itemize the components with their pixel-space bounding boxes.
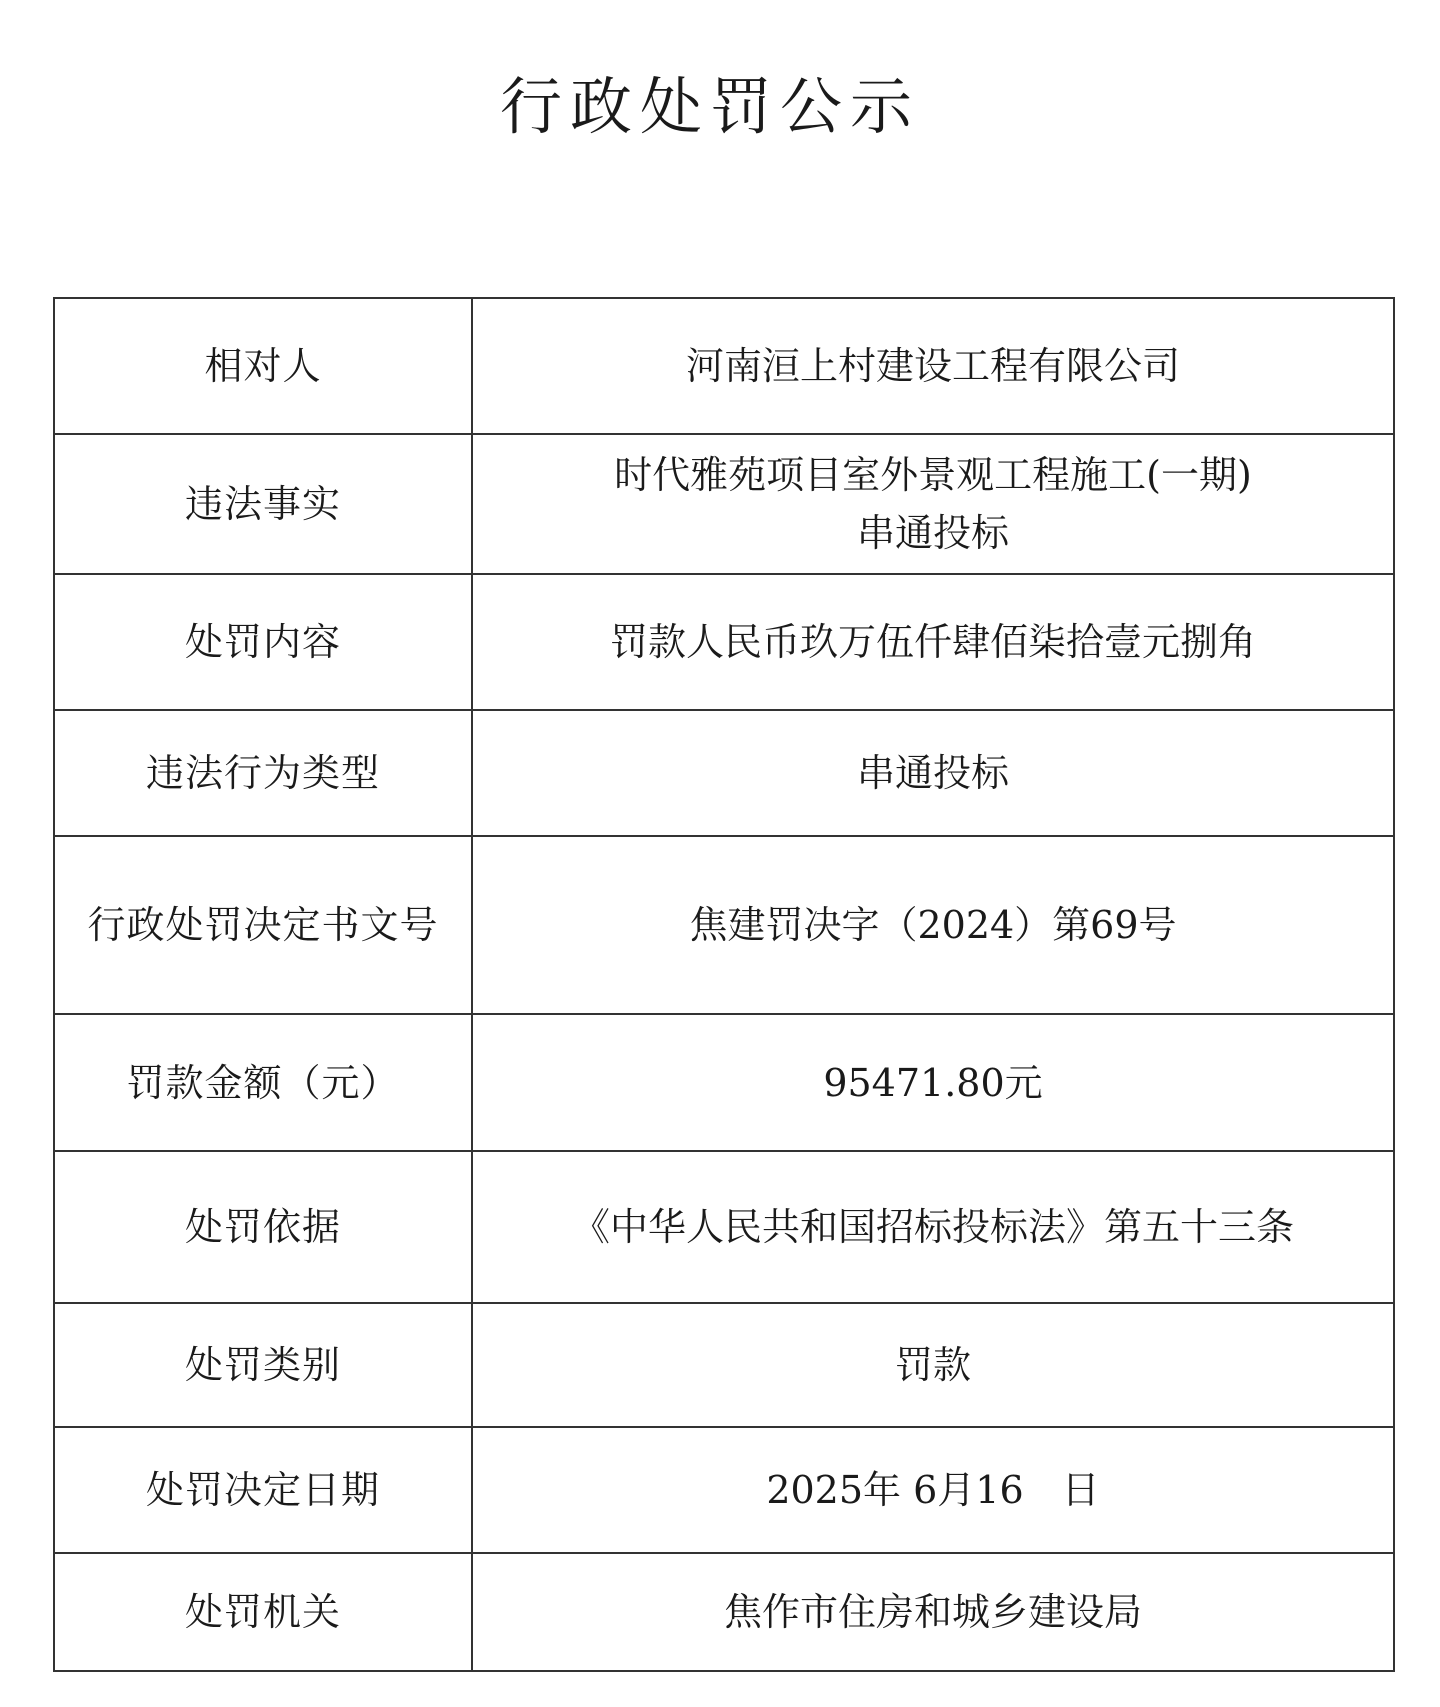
label-violation-facts: 违法事实 bbox=[184, 482, 341, 526]
label-decision-number: 行政处罚决定书文号 bbox=[87, 903, 439, 947]
penalty-info-table bbox=[53, 297, 1395, 1672]
row-label bbox=[54, 1553, 472, 1671]
row-label bbox=[54, 298, 472, 434]
label-decision-date: 处罚决定日期 bbox=[145, 1468, 380, 1512]
row-label bbox=[54, 836, 472, 1014]
table-row bbox=[54, 1014, 1394, 1151]
table-row bbox=[54, 710, 1394, 836]
table-row bbox=[54, 434, 1394, 574]
table-row bbox=[54, 1427, 1394, 1553]
row-value bbox=[472, 434, 1394, 574]
label-penalty-authority: 处罚机关 bbox=[184, 1590, 341, 1634]
value-fine-amount: 95471.80元 bbox=[823, 1060, 1043, 1105]
value-legal-basis: 《中华人民共和国招标投标法》第五十三条 bbox=[571, 1205, 1294, 1249]
value-penalty-content: 罚款人民币玖万伍仟肆佰柒拾壹元捌角 bbox=[609, 620, 1256, 664]
table-row bbox=[54, 1303, 1394, 1427]
row-label bbox=[54, 710, 472, 836]
label-penalty-content: 处罚内容 bbox=[184, 620, 341, 664]
row-label bbox=[54, 1427, 472, 1553]
table-row bbox=[54, 1553, 1394, 1671]
label-party: 相对人 bbox=[204, 344, 322, 388]
value-violation-facts-line1: 时代雅苑项目室外景观工程施工(一期) bbox=[614, 453, 1252, 497]
page-title: 行政处罚公示 bbox=[499, 70, 920, 143]
label-legal-basis: 处罚依据 bbox=[184, 1205, 341, 1249]
value-violation-facts-line2: 串通投标 bbox=[856, 511, 1009, 555]
value-party: 河南洹上村建设工程有限公司 bbox=[685, 344, 1180, 388]
row-value bbox=[472, 574, 1394, 710]
row-value bbox=[472, 1553, 1394, 1671]
row-label bbox=[54, 1014, 472, 1151]
row-label bbox=[54, 574, 472, 710]
row-value bbox=[472, 1303, 1394, 1427]
value-penalty-authority: 焦作市住房和城乡建设局 bbox=[723, 1590, 1142, 1634]
label-fine-amount: 罚款金额（元） bbox=[126, 1060, 400, 1105]
row-value bbox=[472, 1014, 1394, 1151]
table-row bbox=[54, 836, 1394, 1014]
row-label bbox=[54, 1151, 472, 1303]
row-label bbox=[54, 434, 472, 574]
table-row bbox=[54, 298, 1394, 434]
value-decision-number: 焦建罚决字（2024）第69号 bbox=[689, 903, 1177, 947]
label-violation-type: 违法行为类型 bbox=[145, 751, 380, 795]
table-row bbox=[54, 574, 1394, 710]
row-value bbox=[472, 836, 1394, 1014]
row-value bbox=[472, 710, 1394, 836]
row-value bbox=[472, 298, 1394, 434]
row-label bbox=[54, 1303, 472, 1427]
row-value bbox=[472, 1151, 1394, 1303]
value-penalty-category: 罚款 bbox=[894, 1343, 971, 1387]
table-row bbox=[54, 1151, 1394, 1303]
label-penalty-category: 处罚类别 bbox=[184, 1343, 341, 1387]
row-value bbox=[472, 1427, 1394, 1553]
value-violation-type: 串通投标 bbox=[856, 751, 1009, 795]
value-decision-date: 2025年 6月16 日 bbox=[766, 1468, 1100, 1512]
